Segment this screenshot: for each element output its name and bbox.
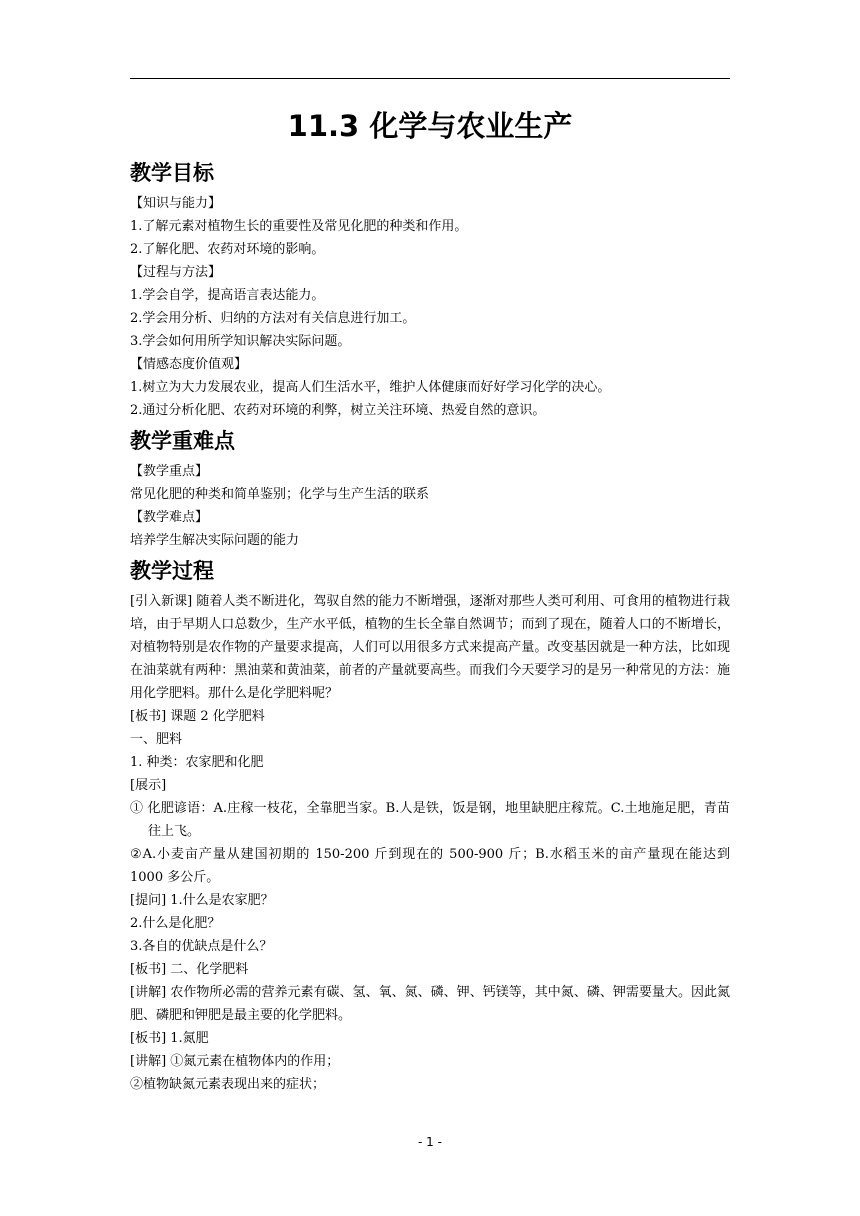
text-line: 1.了解元素对植物生长的重要性及常见化肥的种类和作用。 [130,219,468,234]
text-line: [提问] 1.什么是农家肥？ [130,893,274,908]
text-line: 1. 种类：农家肥和化肥 [130,755,264,770]
section-heading-goals: 教学目标 [130,161,214,185]
text-line: 【教学难点】 [130,510,209,525]
text-line: [板书] 二、化学肥料 [130,962,249,977]
intro-paragraph: [引入新课] 随着人类不断进化，驾驭自然的能力不断增强，逐渐对那些人类可利用、可食用的植物进行栽培，由于早期人口总数少，生产水平低，植物的生长全靠自然调节；而到了现在，随着人口的不断增长，对植物特别是农作物的产量要求提高，人们可以用很多方式来提高产量。改变基因就是一种方法，比如现在油菜就有两种：黑油菜和黄油菜，前者的产量就要高些。而我们今天要学习的是另一种常见的方法：施用化学肥料。那什么是化学肥料呢？ [130,594,730,701]
text-line: 3.各自的优缺点是什么？ [130,939,273,954]
text-line: 2.什么是化肥？ [130,916,221,931]
text-line: 2.通过分析化肥、农药对环境的利弊，树立关注环境、热爱自然的意识。 [130,403,546,418]
page-title: 11.3 化学与农业生产 [287,109,573,143]
text-line: 3.学会如何用所学知识解决实际问题。 [130,334,351,349]
text-line: [展示] [130,778,167,793]
text-line: 【知识与能力】 [130,196,222,211]
text-line: [板书] 1.氮肥 [130,1031,209,1046]
text-line: 【教学重点】 [130,464,209,479]
list-item: ②A.小麦亩产量从建国初期的 150-200 斤到现在的 500-900 斤；B.水稻玉米的亩产量现在能达到 1000 多公斤。 [130,847,730,885]
text-line: 2.了解化肥、农药对环境的影响。 [130,242,325,257]
text-line: 【过程与方法】 [130,265,222,280]
text-line: 2.学会用分析、归纳的方法对有关信息进行加工。 [130,311,416,326]
text-line: 培养学生解决实际问题的能力 [130,533,300,548]
text-line: [板书] 课题 2 化学肥料 [130,709,265,724]
section-heading-key-points: 教学重难点 [130,429,235,453]
text-line: [讲解] ①氮元素在植物体内的作用； [130,1054,340,1069]
explain-paragraph: [讲解] 农作物所必需的营养元素有碳、氢、氧、氮、磷、钾、钙镁等，其中氮、磷、钾需要量大。因此氮肥、磷肥和钾肥是最主要的化学肥料。 [130,985,730,1023]
text-line: 常见化肥的种类和简单鉴别；化学与生产生活的联系 [130,487,430,502]
text-line: 【情感态度价值观】 [130,357,248,372]
text-line: ②植物缺氮元素表现出来的症状； [130,1077,326,1092]
list-item: ① 化肥谚语：A.庄稼一枝花，全靠肥当家。B.人是铁，饭是钢，地里缺肥庄稼荒。C.土地施足肥，青苗往上飞。 [130,801,730,839]
document-body [130,158,730,1096]
section-heading-process: 教学过程 [130,559,214,583]
text-line: 1.学会自学，提高语言表达能力。 [130,288,325,303]
page-number: - 1 - [418,1135,442,1149]
text-line: 1.树立为大力发展农业，提高人们生活水平，维护人体健康而好好学习化学的决心。 [130,380,611,395]
header-rule [130,78,730,79]
text-line: 一、肥料 [130,732,183,747]
